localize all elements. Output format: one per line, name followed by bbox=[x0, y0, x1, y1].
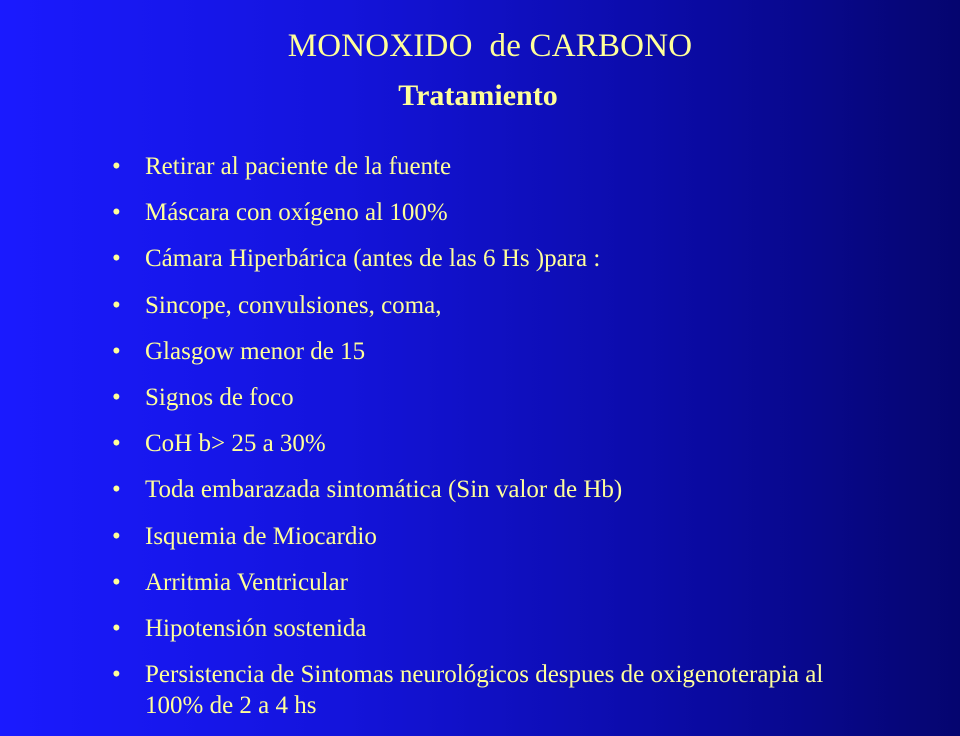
bullet-item bbox=[112, 428, 832, 459]
bullet-text: Hipotensión sostenida bbox=[145, 614, 367, 642]
bullet-item bbox=[112, 659, 832, 721]
bullet-text: Retirar al paciente de la fuente bbox=[145, 153, 452, 180]
bullet-text: Arritmia Ventricular bbox=[145, 568, 348, 596]
slide-title: MONOXIDO de CARBONO bbox=[287, 28, 693, 64]
bullet-icon: • bbox=[112, 614, 121, 642]
bullet-item bbox=[112, 521, 832, 552]
slide-subtitle: Tratamiento bbox=[398, 79, 558, 112]
bullet-icon: • bbox=[112, 568, 121, 596]
bullet-icon: • bbox=[112, 430, 121, 458]
bullet-item bbox=[112, 197, 832, 228]
bullet-text: Persistencia de Sintomas neurológicos despues de oxigenoterapia al 100% de 2 a 4 hs bbox=[145, 661, 824, 720]
bullet-text: CoH b> 25 a 30% bbox=[145, 430, 326, 458]
bullet-item bbox=[112, 474, 832, 505]
bullet-item bbox=[112, 613, 832, 644]
bullet-text: Signos de foco bbox=[145, 383, 294, 411]
bullet-item bbox=[112, 243, 832, 274]
bullet-item bbox=[112, 382, 832, 413]
bullet-icon: • bbox=[112, 291, 121, 319]
bullet-text: Sincope, convulsiones, coma, bbox=[145, 291, 442, 319]
bullet-item bbox=[112, 151, 832, 182]
bullet-icon: • bbox=[112, 153, 121, 180]
bullet-item bbox=[112, 290, 832, 321]
bullet-icon: • bbox=[112, 245, 121, 273]
bullet-item bbox=[112, 567, 832, 598]
bullet-text: Isquemia de Miocardio bbox=[145, 522, 377, 550]
bullet-icon: • bbox=[112, 383, 121, 411]
bullet-icon: • bbox=[112, 661, 121, 689]
bullet-icon: • bbox=[112, 522, 121, 550]
bullet-icon: • bbox=[112, 337, 121, 365]
bullet-list bbox=[112, 151, 832, 736]
bullet-item bbox=[112, 336, 832, 367]
bullet-text: Máscara con oxígeno al 100% bbox=[145, 199, 448, 227]
bullet-text: Glasgow menor de 15 bbox=[145, 337, 366, 365]
bullet-icon: • bbox=[112, 199, 121, 227]
bullet-text: Cámara Hiperbárica (antes de las 6 Hs )para : bbox=[145, 245, 601, 273]
bullet-text: Toda embarazada sintomática (Sin valor de Hb) bbox=[145, 476, 623, 504]
bullet-icon: • bbox=[112, 476, 121, 504]
